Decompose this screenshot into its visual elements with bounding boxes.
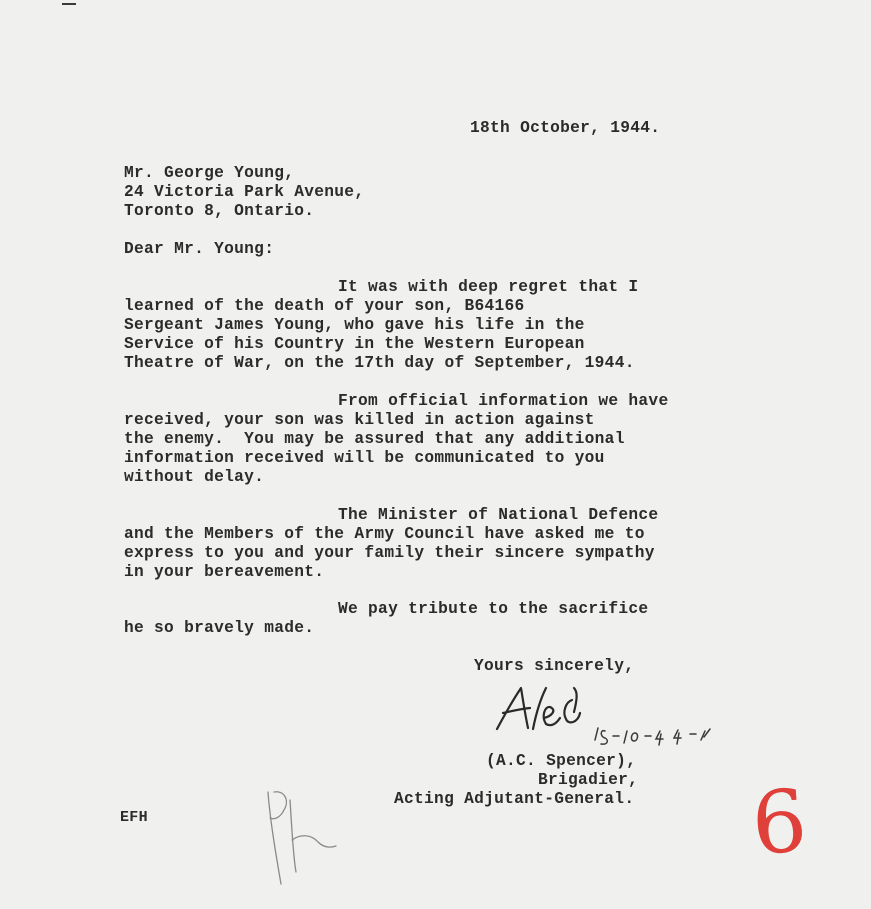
paragraph-line: the enemy. You may be assured that any additional	[124, 430, 625, 448]
paragraph-line: Sergeant James Young, who gave his life in the	[124, 316, 585, 334]
paragraph-line: We pay tribute to the sacrifice	[338, 600, 649, 618]
paragraph-line: express to you and your family their sincere sympathy	[124, 544, 655, 562]
letter-date: 18th October, 1944.	[470, 119, 661, 137]
paragraph-line: Service of his Country in the Western European	[124, 335, 585, 353]
signatory-name: (A.C. Spencer),	[486, 752, 637, 770]
recipient-address-line1: 24 Victoria Park Avenue,	[124, 183, 365, 201]
paragraph-line: in your bereavement.	[124, 563, 325, 581]
paragraph-line: information received will be communicated to you	[124, 449, 605, 467]
paragraph-line: he so bravely made.	[124, 619, 315, 637]
recipient-address-line2: Toronto 8, Ontario.	[124, 202, 315, 220]
recipient-name: Mr. George Young,	[124, 164, 295, 182]
paragraph-line: learned of the death of your son, B64166	[124, 297, 525, 315]
paragraph-line: received, your son was killed in action against	[124, 411, 595, 429]
signatory-title: Acting Adjutant-General.	[394, 790, 635, 808]
paragraph-line: without delay.	[124, 468, 265, 486]
paragraph-line: It was with deep regret that I	[338, 278, 639, 296]
paragraph-line: The Minister of National Defence	[338, 506, 659, 524]
salutation: Dear Mr. Young:	[124, 240, 275, 258]
typist-initials: EFH	[120, 809, 148, 826]
scan-mark	[62, 3, 76, 5]
page-number-mark: 6	[748, 771, 811, 875]
closing: Yours sincerely,	[474, 657, 635, 675]
paragraph-line: From official information we have	[338, 392, 669, 410]
paragraph-line: Theatre of War, on the 17th day of September, 1944.	[124, 354, 635, 372]
paragraph-line: and the Members of the Army Council have asked me to	[124, 525, 645, 543]
signatory-rank: Brigadier,	[538, 771, 639, 789]
